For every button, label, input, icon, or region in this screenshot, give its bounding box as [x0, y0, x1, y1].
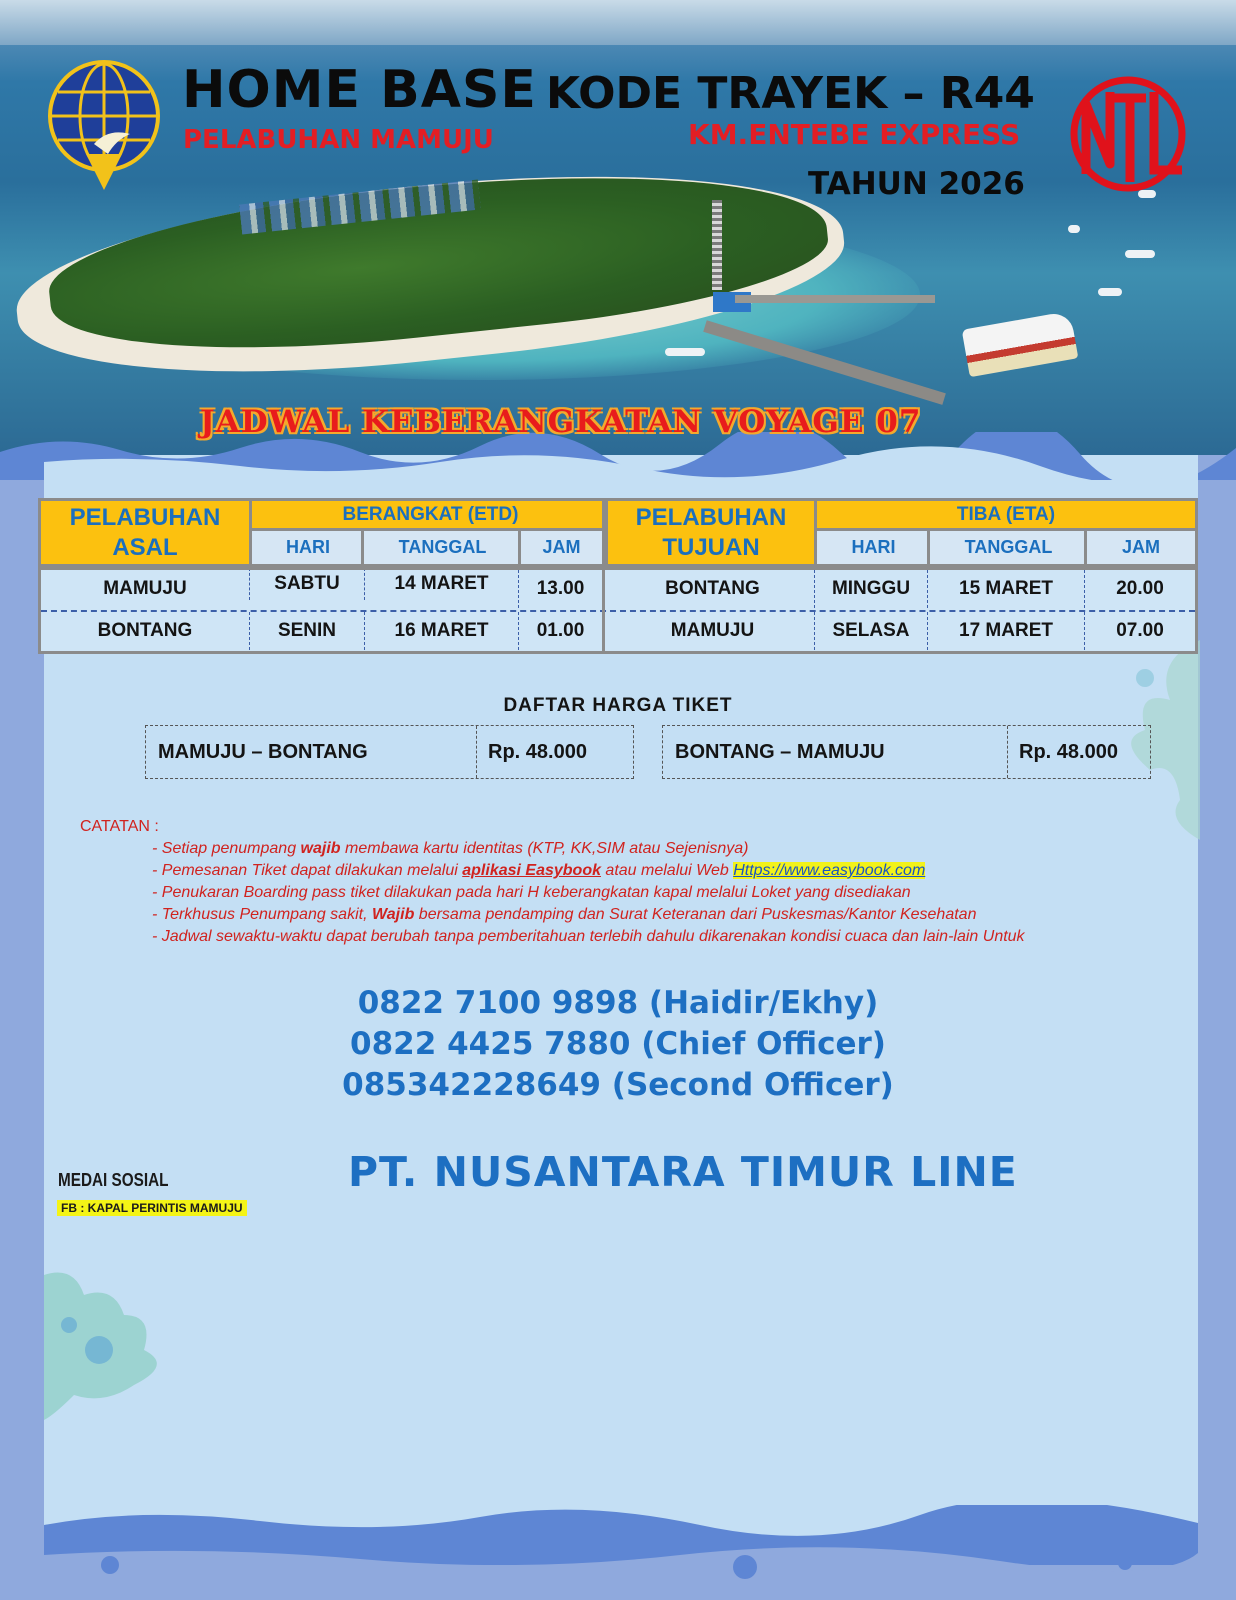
dep-day-cell: SENIN	[249, 612, 364, 650]
note-item: - Terkhusus Penumpang sakit, Wajib bersama pendamping dan Surat Keteranan dari Puskesmas/Kantor Kesehatan	[152, 906, 977, 923]
notes-heading: CATATAN :	[80, 818, 159, 835]
header-dep-time: JAM	[518, 531, 602, 567]
facebook-handle[interactable]: FB : KAPAL PERINTIS MAMUJU	[57, 1200, 247, 1216]
dep-date-cell: 14 MARET	[364, 568, 518, 600]
contact-phone[interactable]: 0822 7100 9898 (Haidir/Ekhy)	[357, 985, 879, 1021]
note-item: - Penukaran Boarding pass tiket dilakukan pada hari H keberangkatan kapal melalui Loket yang disediakan	[152, 884, 911, 901]
arr-date-cell: 17 MARET	[927, 612, 1084, 650]
price-route: MAMUJU – BONTANG	[158, 740, 368, 763]
note-item: - Jadwal sewaktu-waktu dapat berubah tanpa pemberitahuan terlebih dahulu dikarenakan kondisi cuaca dan lain-lain Untuk	[152, 928, 1025, 945]
origin-cell: BONTANG	[97, 620, 193, 641]
dep-day-cell: SABTU	[249, 568, 364, 600]
route-code-title: KODE TRAYEK – R44	[546, 68, 1035, 119]
header-arr-day: HARI	[814, 531, 930, 567]
dep-date-cell: 16 MARET	[364, 612, 518, 650]
easybook-app-link[interactable]: aplikasi Easybook	[462, 862, 601, 879]
contact-phone[interactable]: 0822 4425 7880 (Chief Officer)	[350, 1026, 886, 1062]
header-origin-port: PELABUHAN ASAL	[41, 501, 252, 567]
arr-time-cell: 20.00	[1084, 570, 1195, 608]
schedule-table	[38, 498, 1198, 654]
contact-phone[interactable]: 085342228649 (Second Officer)	[342, 1067, 894, 1103]
dep-time-cell: 01.00	[518, 612, 602, 650]
home-base-title: HOME BASE	[182, 60, 537, 120]
price-amount: Rp. 48.000	[488, 740, 587, 763]
header-departure-group: BERANGKAT (ETD)	[252, 501, 609, 531]
coral-decoration-icon	[44, 1255, 184, 1425]
price-box	[145, 725, 634, 779]
header-dep-day: HARI	[249, 531, 364, 567]
origin-cell: MAMUJU	[103, 578, 187, 599]
wave-divider-bottom	[0, 1505, 1236, 1600]
header-dep-date: TANGGAL	[361, 531, 521, 567]
note-item: - Pemesanan Tiket dapat dilakukan melalui aplikasi Easybook atau melalui Web Https://www.easybook.com	[152, 862, 926, 879]
arr-date-cell: 15 MARET	[927, 570, 1084, 608]
ship-name: KM.ENTEBE EXPRESS	[688, 118, 1021, 151]
note-item: - Setiap penumpang wajib membawa kartu identitas (KTP, KK,SIM atau Sejenisnya)	[152, 840, 749, 857]
price-list-title: DAFTAR HARGA TIKET	[503, 695, 733, 716]
ntl-logo-icon	[1068, 74, 1188, 194]
easybook-web-link[interactable]: Https://www.easybook.com	[733, 862, 926, 879]
arr-time-cell: 07.00	[1084, 612, 1195, 650]
dest-cell: BONTANG	[665, 578, 760, 599]
header-destination-port: PELABUHAN TUJUAN	[605, 501, 817, 567]
company-name: PT. NUSANTARA TIMUR LINE	[348, 1148, 1018, 1196]
header-arr-time: JAM	[1084, 531, 1195, 567]
schedule-heading: JADWAL KEBERANGKATAN VOYAGE 07	[200, 404, 922, 440]
dest-cell: MAMUJU	[670, 620, 755, 641]
price-box	[662, 725, 1151, 779]
home-port-subtitle: PELABUHAN MAMUJU	[183, 125, 494, 155]
dep-time-cell: 13.00	[518, 570, 602, 608]
price-amount: Rp. 48.000	[1019, 740, 1118, 763]
dishub-logo-icon	[46, 58, 162, 192]
header-arr-date: TANGGAL	[927, 531, 1087, 567]
header-arrival-group: TIBA (ETA)	[817, 501, 1195, 531]
arr-day-cell: MINGGU	[814, 570, 927, 608]
social-media-label: MEDAI SOSIAL	[58, 1170, 169, 1190]
ship-image	[962, 311, 1079, 377]
year-label: TAHUN 2026	[808, 166, 1025, 202]
price-route: BONTANG – MAMUJU	[675, 740, 885, 763]
arr-day-cell: SELASA	[814, 612, 927, 650]
